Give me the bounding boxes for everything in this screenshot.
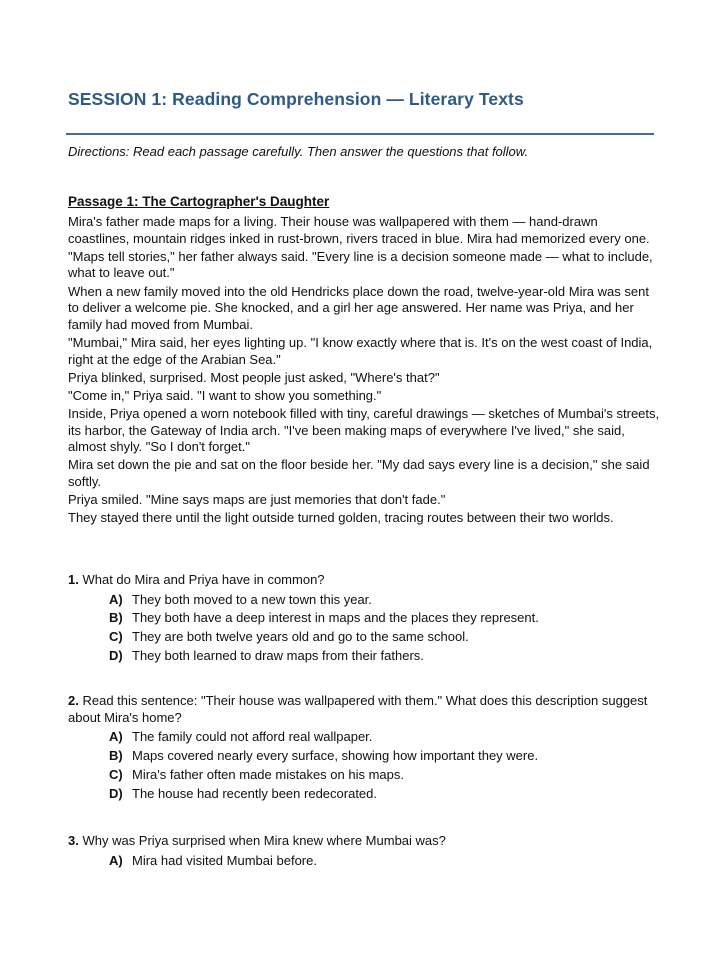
answer-option-d[interactable] [109,785,660,804]
passage-body [68,214,660,529]
passage-paragraph: They stayed there until the light outside turned golden, tracing routes between their two worlds. [68,510,614,526]
answer-options [68,591,660,666]
option-letter: D) [109,647,123,663]
option-letter: C) [109,629,123,645]
answer-options [68,852,660,871]
passage-paragraph: "Maps tell stories," her father always said. "Every line is a decision someone made — what to include, what to leave out." [68,248,653,281]
passage-paragraph: Inside, Priya opened a worn notebook filled with tiny, careful drawings — sketches of Mumbai's streets, its harbor, the Gateway of India arch. "I've been making maps of everywhere I've lived," she said, almost shyly. "So I don't forget." [68,406,660,455]
answer-option-c[interactable] [109,628,660,647]
option-text: The family could not afford real wallpaper. [132,729,373,745]
answer-option-a[interactable] [109,852,660,871]
option-text: They are both twelve years old and go to the same school. [132,629,469,645]
option-text: They both have a deep interest in maps and the places they represent. [132,610,539,626]
option-text: They both learned to draw maps from their fathers. [132,647,424,663]
option-text: Maps covered nearly every surface, showing how important they were. [132,747,539,763]
passage-paragraph: When a new family moved into the old Hendricks place down the road, twelve-year-old Mira was sent to deliver a welcome pie. She knocked, and a girl her age answered. Her name was Priya, and her family had moved from Mumbai. [68,283,649,332]
option-text: They both moved to a new town this year. [132,591,372,607]
question-stem [68,693,660,726]
answer-option-b[interactable] [109,609,660,628]
option-letter: B) [109,610,123,626]
title-divider [66,133,654,135]
option-letter: D) [109,785,123,801]
question-number: 2. [68,693,79,708]
passage-paragraph: Mira's father made maps for a living. Their house was wallpapered with them — hand-drawn coastlines, mountain ridges inked in rust-brown, rivers traced in blue. Mira had memorized every one. [68,214,650,246]
answer-option-a[interactable] [109,728,660,747]
question-text: Why was Priya surprised when Mira knew where Mumbai was? [82,833,446,848]
question-stem [68,833,660,850]
passage-paragraph: Priya smiled. "Mine says maps are just memories that don't fade." [68,492,446,508]
question-text: Read this sentence: "Their house was wallpapered with them." What does this description suggest about Mira's home? [68,693,648,725]
option-letter: C) [109,766,123,782]
answer-option-a[interactable] [109,591,660,610]
option-letter: A) [109,852,123,868]
question-number: 3. [68,833,79,848]
option-letter: A) [109,729,123,745]
passage-paragraph: Mira set down the pie and sat on the floor beside her. "My dad says every line is a decision," she said softly. [68,457,650,490]
session-title: SESSION 1: Reading Comprehension — Literary Texts [68,89,524,109]
question-3 [68,833,660,870]
option-letter: B) [109,747,123,763]
passage-paragraph: Priya blinked, surprised. Most people just asked, "Where's that?" [68,369,440,385]
answer-option-b[interactable] [109,747,660,766]
answer-option-d[interactable] [109,647,660,666]
option-letter: A) [109,591,123,607]
passage-paragraph: "Come in," Priya said. "I want to show you something." [68,387,382,403]
answer-option-c[interactable] [109,766,660,785]
question-2 [68,693,660,803]
question-text: What do Mira and Priya have in common? [82,572,325,587]
passage-paragraph: "Mumbai," Mira said, her eyes lighting up. "I know exactly where that is. It's on the west coast of India, right at the edge of the Arabian Sea." [68,334,653,367]
question-stem [68,572,660,589]
answer-options [68,728,660,803]
question-1 [68,572,660,666]
directions-text: Directions: Read each passage carefully. Then answer the questions that follow. [68,144,529,159]
option-text: Mira's father often made mistakes on his maps. [132,766,404,782]
passage-title: Passage 1: The Cartographer's Daughter [68,194,330,209]
option-text: Mira had visited Mumbai before. [132,852,317,868]
question-number: 1. [68,572,79,587]
option-text: The house had recently been redecorated. [132,785,378,801]
